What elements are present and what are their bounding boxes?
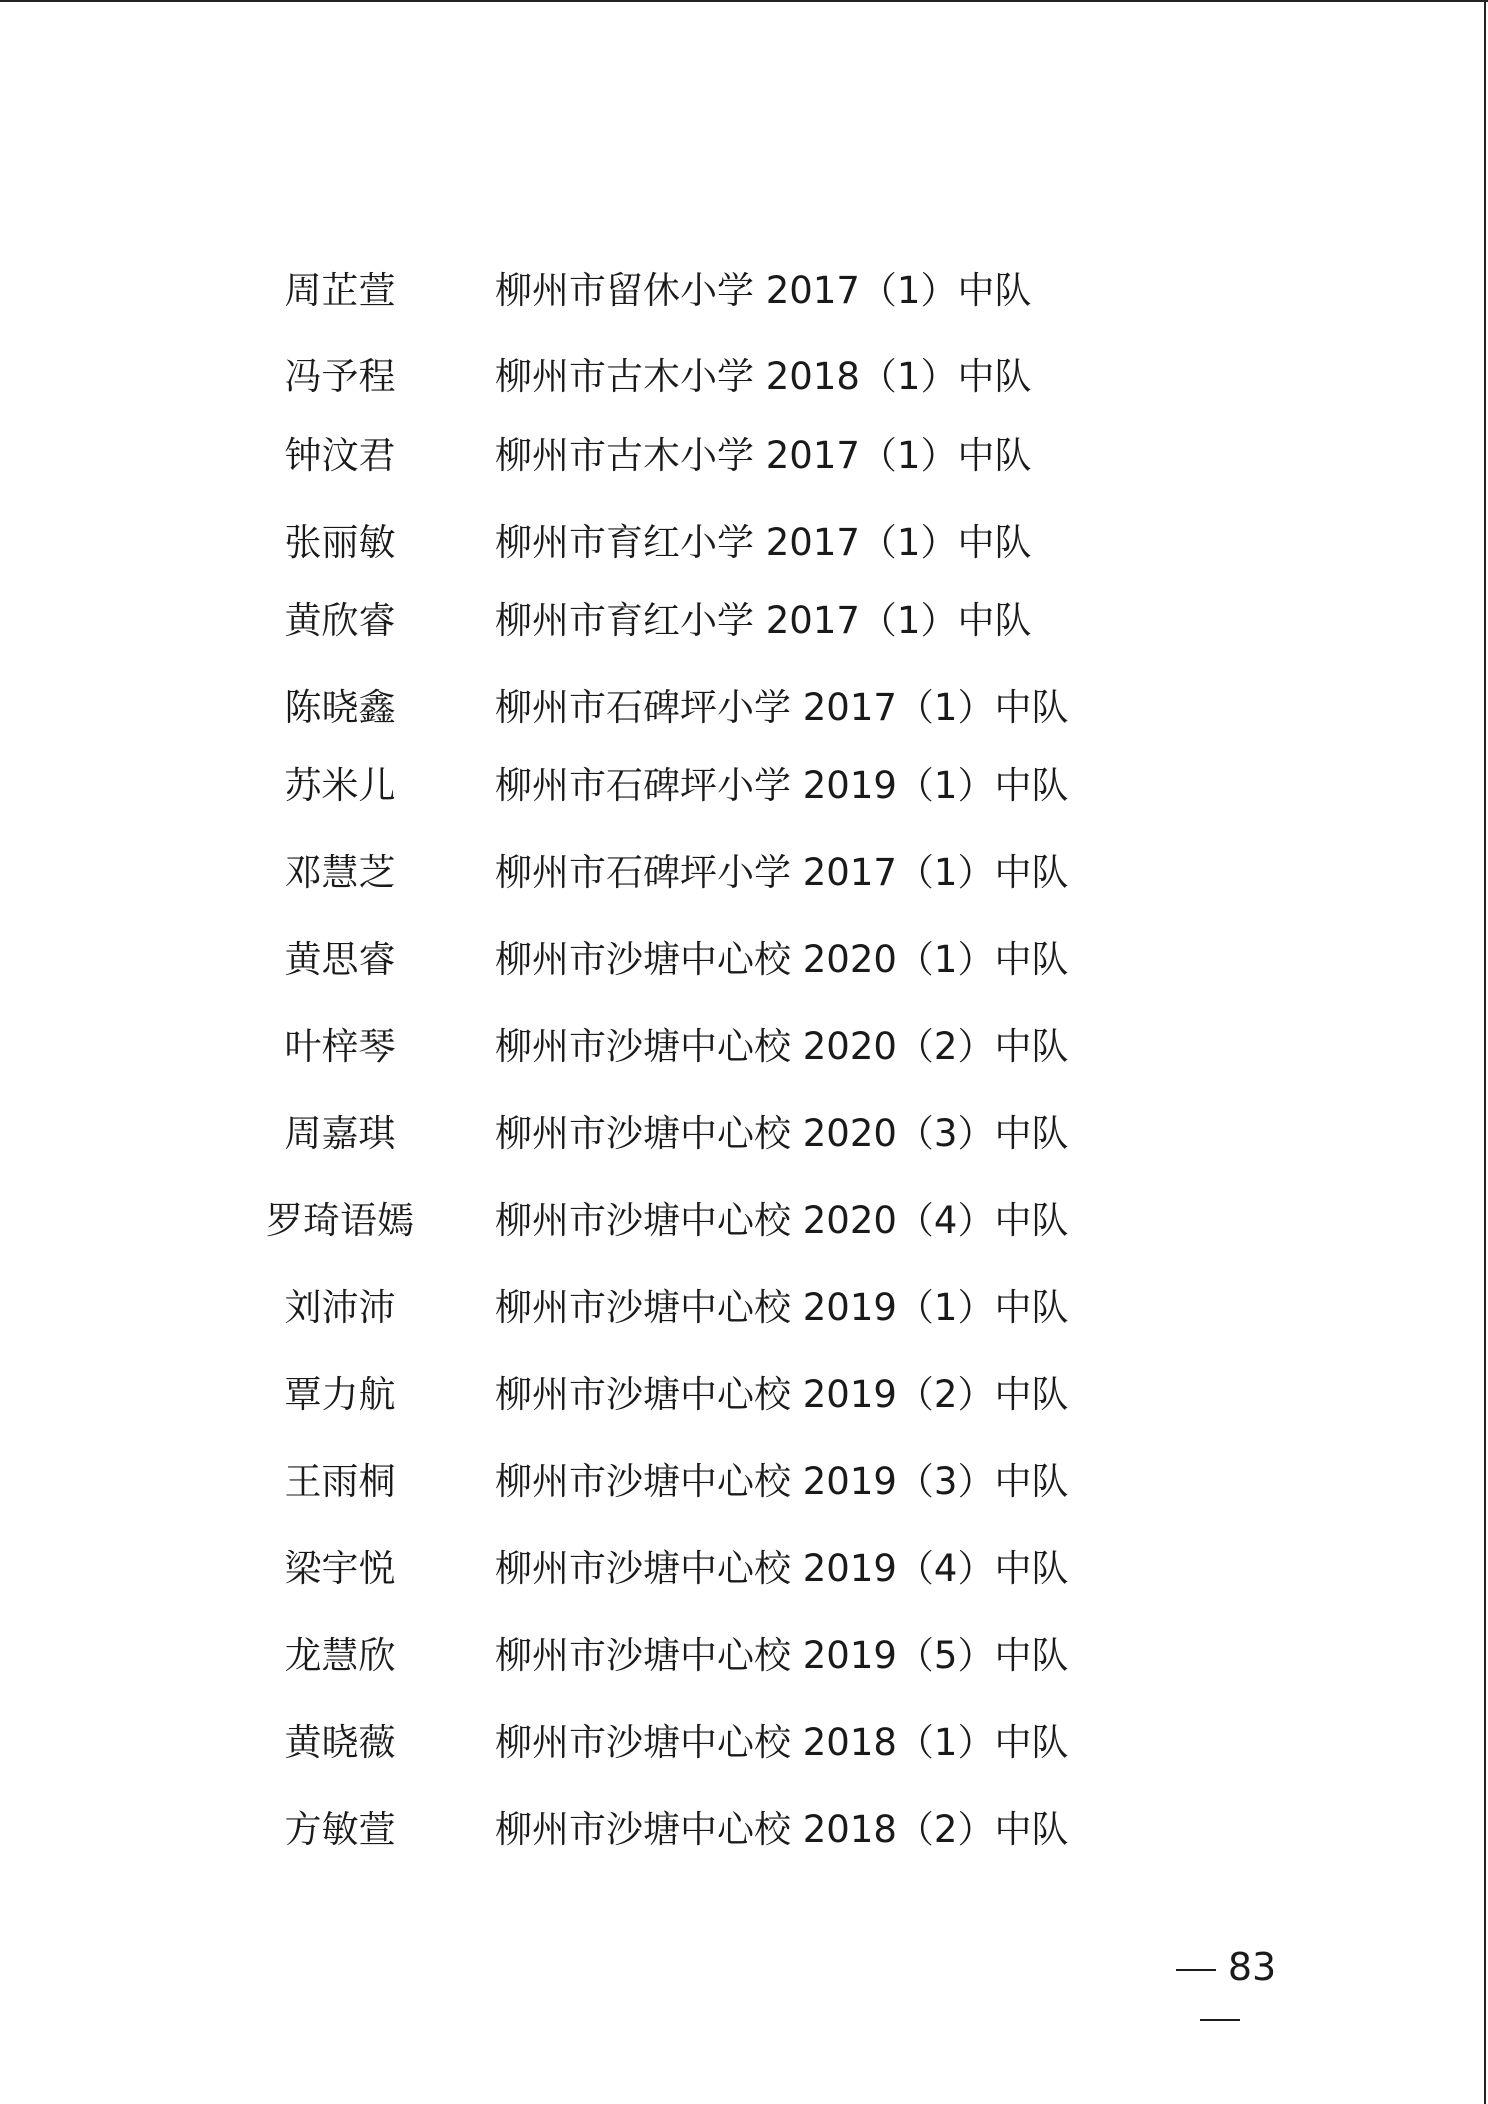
page-number-text: 83 [1227,1945,1277,1989]
school-class: 柳州市古木小学 2018（1）中队 [495,355,1032,398]
school-class: 柳州市石碑坪小学 2019（1）中队 [495,764,1069,807]
student-name: 梁宇悦 [284,1547,396,1590]
school-class: 柳州市沙塘中心校 2019（5）中队 [495,1634,1069,1677]
school-class: 柳州市沙塘中心校 2020（2）中队 [495,1025,1069,1068]
school-class: 柳州市沙塘中心校 2019（3）中队 [495,1460,1069,1503]
list-item [0,347,1488,407]
school-class: 柳州市沙塘中心校 2020（3）中队 [495,1112,1069,1155]
student-name: 周芷萱 [284,269,396,312]
list-item [0,1365,1488,1425]
list-item [0,1104,1488,1164]
school-class: 柳州市石碑坪小学 2017（1）中队 [495,851,1069,894]
school-class: 柳州市育红小学 2017（1）中队 [495,599,1032,642]
list-item [0,1626,1488,1686]
list-item [0,1539,1488,1599]
list-item [0,1278,1488,1338]
list-item [0,1452,1488,1512]
list-item [0,1713,1488,1773]
list-item [0,513,1488,573]
dash-left [1176,1969,1216,1971]
student-name: 刘沛沛 [284,1286,396,1329]
school-class: 柳州市留休小学 2017（1）中队 [495,269,1032,312]
list-item [0,756,1488,816]
student-name: 黄欣睿 [284,599,396,642]
school-class: 柳州市古木小学 2017（1）中队 [495,434,1032,477]
student-name: 王雨桐 [284,1460,396,1503]
student-name: 周嘉琪 [284,1112,396,1155]
student-name: 陈晓鑫 [284,686,396,729]
list-item [0,591,1488,651]
school-class: 柳州市沙塘中心校 2019（2）中队 [495,1373,1069,1416]
student-name: 黄晓薇 [284,1721,396,1764]
list-item [0,261,1488,321]
student-name: 龙慧欣 [284,1634,396,1677]
top-border-line [0,0,1488,2]
student-name: 黄思睿 [284,938,396,981]
student-name: 叶梓琴 [284,1025,396,1068]
student-name: 冯予程 [284,355,396,398]
school-class: 柳州市沙塘中心校 2019（1）中队 [495,1286,1069,1329]
list-item [0,930,1488,990]
school-class: 柳州市石碑坪小学 2017（1）中队 [495,686,1069,729]
list-item [0,1017,1488,1077]
school-class: 柳州市沙塘中心校 2018（1）中队 [495,1721,1069,1764]
school-class: 柳州市沙塘中心校 2020（4）中队 [495,1199,1069,1242]
school-class: 柳州市育红小学 2017（1）中队 [495,521,1032,564]
list-item [0,426,1488,486]
student-name: 邓慧芝 [284,851,396,894]
school-class: 柳州市沙塘中心校 2020（1）中队 [495,938,1069,981]
student-name: 钟汶君 [284,434,396,477]
student-name: 方敏萱 [284,1808,396,1851]
student-name: 张丽敏 [284,521,396,564]
list-item [0,1800,1488,1860]
list-item [0,678,1488,738]
student-name: 罗琦语嫣 [266,1199,414,1242]
page-number [1140,1942,1300,1992]
school-class: 柳州市沙塘中心校 2019（4）中队 [495,1547,1069,1590]
student-name: 覃力航 [284,1373,396,1416]
list-item [0,843,1488,903]
student-name: 苏米儿 [284,764,396,807]
dash-right [1200,2019,1240,2021]
school-class: 柳州市沙塘中心校 2018（2）中队 [495,1808,1069,1851]
list-item [0,1191,1488,1251]
